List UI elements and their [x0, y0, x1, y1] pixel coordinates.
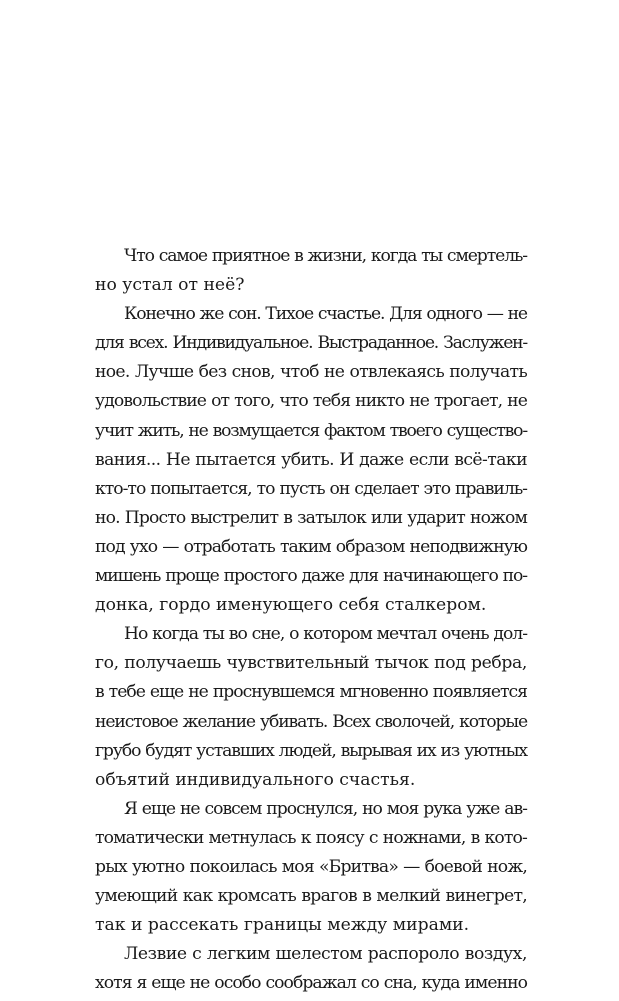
text-line: для всех. Индивидуальное. Выстраданное. Заслужен- — [95, 333, 527, 354]
text-line: вания... Не пытается убить. И даже если всё-таки — [95, 449, 527, 470]
text-line: мишень проще простого даже для начинающего по- — [95, 566, 527, 587]
text-line: под ухо — отработать таким образом неподвижную — [95, 536, 527, 557]
body-text — [95, 242, 527, 998]
text-line: томатически метнулась к поясу с ножнами, в кото- — [95, 827, 527, 848]
text-line: Что самое приятное в жизни, когда ты смертель- — [124, 246, 527, 266]
text-line: объятий индивидуального счастья. — [95, 769, 416, 790]
text-line: Я еще не совсем проснулся, но моя рука уже ав- — [124, 798, 527, 819]
text-line: в тебе еще не проснувшемся мгновенно появляется — [95, 682, 527, 703]
text-line: го, получаешь чувствительный тычок под ребра, — [95, 653, 527, 674]
text-line: хотя я еще не особо соображал со сна, куда именно — [95, 973, 527, 994]
text-line: учит жить, не возмущается фактом твоего существо- — [95, 420, 527, 441]
text-line: неистовое желание убивать. Всех сволочей, которые — [95, 711, 527, 732]
text-line: кто-то попытается, то пусть он сделает это правиль- — [95, 478, 527, 499]
text-line: но устал от неё? — [95, 275, 245, 296]
text-line: удовольствие от того, что тебя никто не трогает, не — [95, 391, 527, 412]
text-line: Лезвие с легким шелестом распороло воздух, — [124, 944, 527, 965]
text-line: рых уютно покоилась моя «Бритва» — боевой нож, — [95, 856, 527, 877]
text-line: умеющий как кромсать врагов в мелкий винегрет, — [95, 886, 527, 907]
text-line: но. Просто выстрелит в затылок или ударит ножом — [95, 507, 527, 528]
text-line: грубо будят уставших людей, вырывая их из уютных — [95, 740, 527, 761]
text-line: Но когда ты во сне, о котором мечтал очень дол- — [124, 624, 527, 645]
text-line: донка, гордо именующего себя сталкером. — [95, 595, 487, 616]
text-line: так и рассекать границы между мирами. — [95, 915, 470, 936]
text-line: Конечно же сон. Тихое счастье. Для одного — не — [124, 304, 527, 325]
text-line: ное. Лучше без снов, чтоб не отвлекаясь получать — [95, 362, 527, 383]
